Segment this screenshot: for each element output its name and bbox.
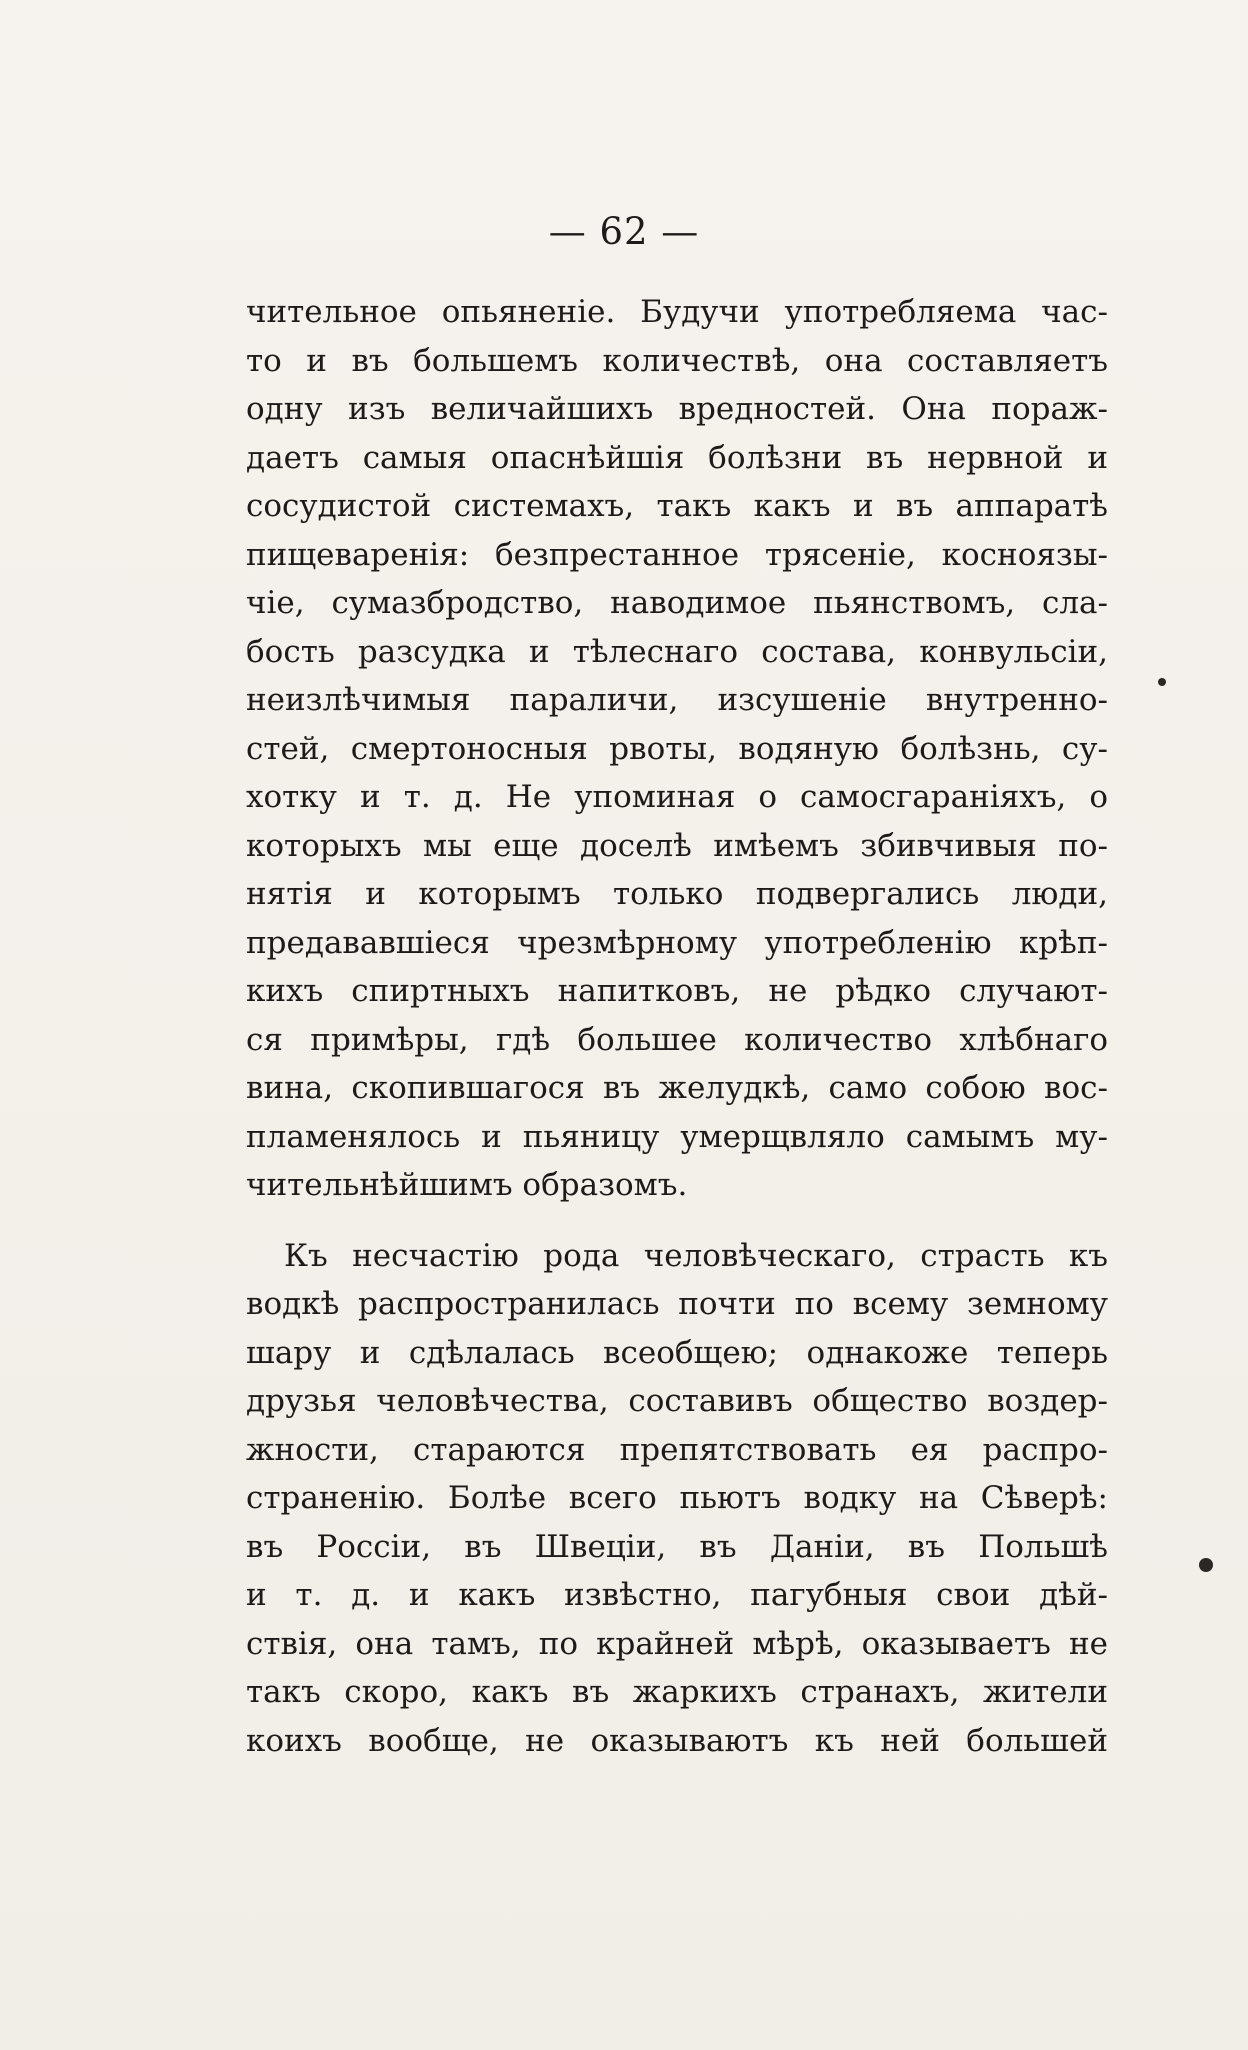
text-body: [246, 288, 1108, 1765]
text-line: бость разсудка и тѣлеснаго состава, конвульсіи,: [246, 633, 1108, 670]
text-line: неизлѣчимыя параличи, изсушеніе внутренно-: [246, 682, 1108, 718]
text-line: ся примѣры, гдѣ большее количество хлѣбнаго: [246, 1021, 1108, 1058]
paragraph-gap: [246, 1210, 1108, 1232]
text-line: пламенялось и пьяницу умерщвляло самымъ му-: [246, 1118, 1108, 1155]
text-line: даетъ самыя опаснѣйшія болѣзни въ нервной и: [246, 439, 1108, 476]
text-line: чіе, сумазбродство, наводимое пьянствомъ, сла-: [246, 585, 1108, 621]
text-line: чительное опьяненіе. Будучи употребляема час-: [246, 294, 1108, 330]
text-line: сосудистой системахъ, такъ какъ и въ аппаратѣ: [246, 488, 1108, 524]
text-line: вина, скопившагося въ желудкѣ, само собою вос-: [246, 1070, 1108, 1106]
text-line: пищеваренія: безпрестанное трясеніе, косноязы-: [246, 536, 1108, 573]
text-line: которыхъ мы еще доселѣ имѣемъ збивчивыя по-: [246, 827, 1108, 864]
text-line: одну изъ величайшихъ вредностей. Она пораж-: [246, 391, 1108, 427]
text-line: Къ несчастію рода человѣческаго, страсть къ: [284, 1237, 1108, 1274]
text-line: коихъ вообще, не оказываютъ къ ней большей: [246, 1722, 1108, 1759]
text-line: водкѣ распространилась почти по всему земному: [246, 1286, 1108, 1322]
text-line: кихъ спиртныхъ напитковъ, не рѣдко случают-: [246, 973, 1108, 1009]
text-line: такъ скоро, какъ въ жаркихъ странахъ, жители: [246, 1674, 1108, 1710]
text-line: ствія, она тамъ, по крайней мѣрѣ, оказываетъ не: [246, 1625, 1108, 1662]
text-line: то и въ большемъ количествѣ, она составляетъ: [246, 342, 1108, 379]
text-line: друзья человѣчества, составивъ общество воздер-: [246, 1383, 1108, 1419]
ink-speck: [1158, 678, 1166, 686]
text-line: нятія и которымъ только подвергались люди,: [246, 876, 1108, 912]
text-line: хотку и т. д. Не упоминая о самосгараніяхъ, о: [246, 779, 1108, 815]
text-line: стей, смертоносныя рвоты, водяную болѣзнь, су-: [246, 730, 1108, 767]
text-line: страненію. Болѣе всего пьютъ водку на Сѣверѣ:: [246, 1480, 1108, 1516]
text-line: жности, стараются препятствовать ея распро-: [246, 1431, 1108, 1468]
paragraph-2: [246, 1232, 1108, 1766]
ink-speck: [1199, 1558, 1213, 1572]
text-line: въ Россіи, въ Швеціи, въ Даніи, въ Польшѣ: [246, 1528, 1108, 1565]
text-line: шару и сдѣлалась всеобщею; однакоже теперь: [246, 1334, 1108, 1371]
text-line: и т. д. и какъ извѣстно, пагубныя свои дѣй-: [246, 1577, 1108, 1613]
page-number: — 62 —: [548, 210, 700, 253]
paragraph-1: [246, 288, 1108, 1210]
text-line: предававшіеся чрезмѣрному употребленію крѣп-: [246, 924, 1108, 961]
text-line: чительнѣйшимъ образомъ.: [246, 1167, 688, 1203]
